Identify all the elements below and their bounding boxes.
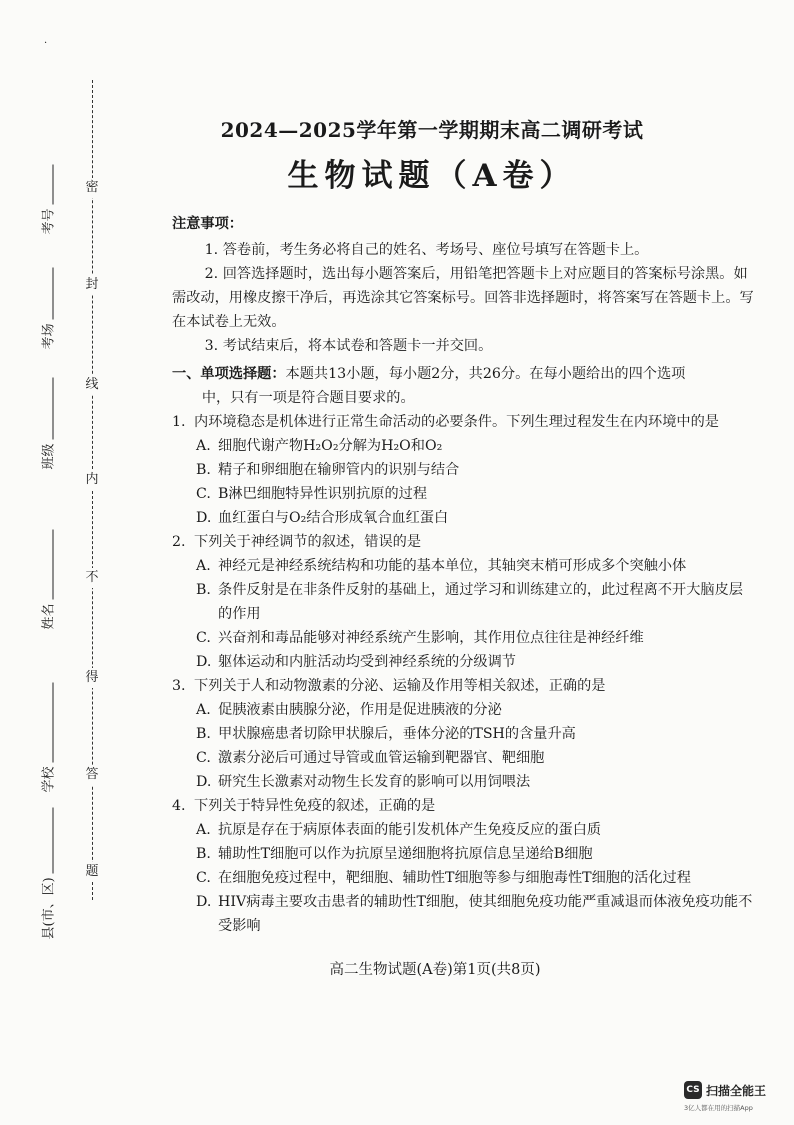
scanner-watermark <box>684 1081 766 1099</box>
margin-dot: . <box>44 35 48 46</box>
section-description: 中，只有一项是符合题目要求的。 <box>201 390 415 406</box>
name-field: 姓名 <box>38 510 57 630</box>
question-stem: 1. 内环境稳态是机体进行正常生命活动的必要条件。下列生理过程发生在内环境中的是 <box>172 414 719 430</box>
option-c: C. B淋巴细胞特异性识别抗原的过程 <box>196 486 428 502</box>
question-stem: 3. 下列关于人和动物激素的分泌、运输及作用等相关叙述，正确的是 <box>172 678 606 694</box>
scanner-name: 扫描全能王 <box>706 1083 767 1098</box>
seal-char: 密 <box>84 178 100 198</box>
option-b: B. 精子和卵细胞在输卵管内的识别与结合 <box>196 462 460 478</box>
option-b: B. 甲状腺癌患者切除甲状腺后，垂体分泌的TSH的含量升高 <box>196 726 576 742</box>
section-heading: 一、单项选择题：本题共13小题，每小题2分，共26分。在每小题给出的四个选项 <box>172 366 686 382</box>
notice-item: 1. 答卷前，考生务必将自己的姓名、考场号、座位号填写在答题卡上。 <box>204 242 649 258</box>
option-d: D. HIV病毒主要攻击患者的辅助性T细胞，使其细胞免疫功能严重减退而体液免疫功能不受影响 <box>196 894 753 934</box>
exam-title: 2024—2025学年第一学期期末高二调研考试 <box>220 118 644 142</box>
school-field: 学校 <box>38 663 57 793</box>
option-d: D. 躯体运动和内脏活动均受到神经系统的分级调节 <box>196 654 516 670</box>
seal-char: 封 <box>84 275 100 295</box>
question-3 <box>172 674 757 794</box>
seal-char: 题 <box>84 862 100 882</box>
exam-content <box>172 212 757 938</box>
county-field: 县(市、区) <box>38 790 57 940</box>
blank-line <box>41 807 54 873</box>
option-d: D. 血红蛋白与O₂结合形成氧合血红蛋白 <box>196 510 449 526</box>
option-b: B. 条件反射是在非条件反射的基础上，通过学习和训练建立的，此过程离不开大脑皮层的作用 <box>196 582 743 622</box>
option-a: A. 促胰液素由胰腺分泌，作用是促进胰液的分泌 <box>196 702 502 718</box>
question-4 <box>172 794 757 938</box>
subject-title: 生物试题（A卷） <box>287 158 577 194</box>
option-c: C. 激素分泌后可通过导管或血管运输到靶器官、靶细胞 <box>196 750 545 766</box>
option-a: A. 神经元是神经系统结构和功能的基本单位，其轴突末梢可形成多个突触小体 <box>196 558 687 574</box>
blank-line <box>41 529 54 599</box>
blank-line <box>41 377 54 439</box>
seal-char: 不 <box>84 568 100 588</box>
option-d: D. 研究生长激素对动物生长发育的影响可以用饲喂法 <box>196 774 531 790</box>
option-c: C. 兴奋剂和毒品能够对神经系统产生影响，其作用位点往往是神经纤维 <box>196 630 644 646</box>
question-1 <box>172 410 757 530</box>
camscanner-logo-icon: CS <box>684 1081 702 1099</box>
question-stem: 2. 下列关于神经调节的叙述，错误的是 <box>172 534 422 550</box>
notice-heading: 注意事项： <box>172 216 243 232</box>
notice-item: 3. 考试结束后，将本试卷和答题卡一并交回。 <box>204 338 493 354</box>
seal-char: 线 <box>84 375 100 395</box>
blank-line <box>41 267 54 319</box>
seal-char: 答 <box>84 765 100 785</box>
option-b: B. 辅助性T细胞可以作为抗原呈递细胞将抗原信息呈递给B细胞 <box>196 846 593 862</box>
question-2 <box>172 530 757 674</box>
option-c: C. 在细胞免疫过程中，靶细胞、辅助性T细胞等参与细胞毒性T细胞的活化过程 <box>196 870 691 886</box>
notice-item: 2. 回答选择题时，选出每小题答案后，用铅笔把答题卡上对应题目的答案标号涂黑。如需改动，用橡皮擦干净后，再选涂其它答案标号。回答非选择题时，将答案写在答题卡上。写在本试卷上无效。 <box>172 266 754 330</box>
exam-number-field: 考号 <box>38 145 57 235</box>
seal-char: 内 <box>84 470 100 490</box>
seal-char: 得 <box>84 668 100 688</box>
option-a: A. 抗原是存在于病原体表面的能引发机体产生免疫反应的蛋白质 <box>196 822 602 838</box>
question-stem: 4. 下列关于特异性免疫的叙述，正确的是 <box>172 798 436 814</box>
blank-line <box>41 682 54 762</box>
class-field: 班级 <box>38 360 57 470</box>
exam-room-field: 考场 <box>38 250 57 350</box>
option-a: A. 细胞代谢产物H₂O₂分解为H₂O和O₂ <box>196 438 443 454</box>
scanner-tagline: 3亿人都在用的扫描App <box>684 1104 753 1112</box>
page-footer: 高二生物试题(A卷)第1页(共8页) <box>329 962 541 978</box>
